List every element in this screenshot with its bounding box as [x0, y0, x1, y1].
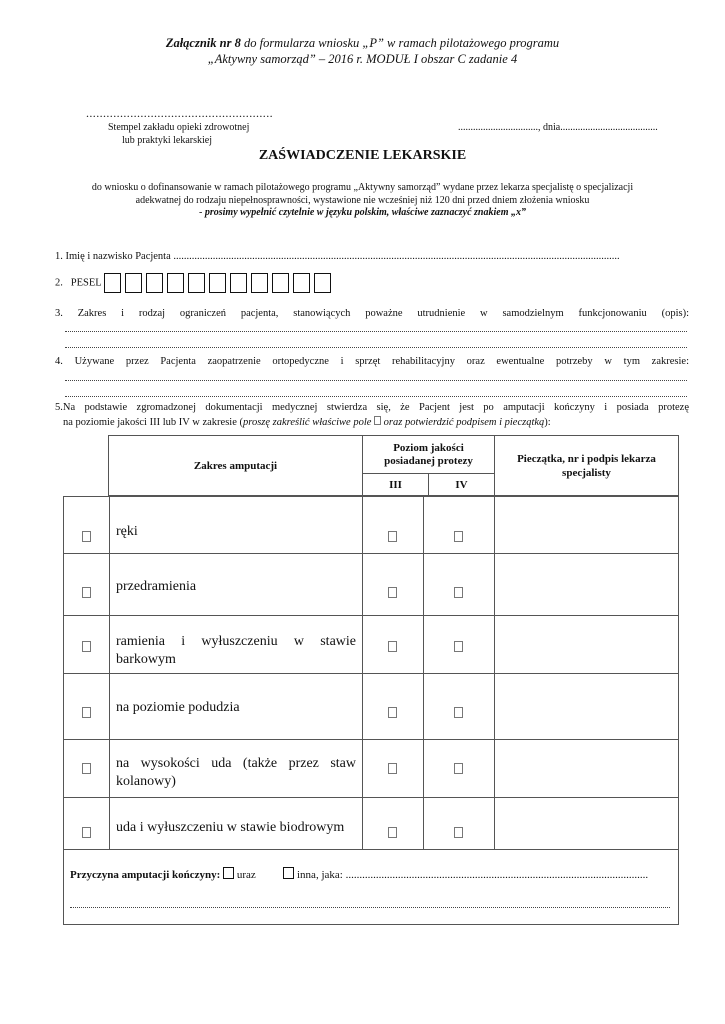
- amputation-scope-label: ręki: [116, 524, 138, 539]
- pesel-digit-box[interactable]: [314, 273, 331, 293]
- quality-iii-checkbox[interactable]: [388, 531, 397, 542]
- cause-other-field[interactable]: inna, jaka: ..............................................................................................................: [297, 869, 649, 881]
- table-row: [63, 496, 679, 554]
- quality-iv-checkbox[interactable]: [454, 587, 463, 598]
- amputation-table-header: [108, 435, 679, 496]
- orthopedic-equipment-question: 4. Używane przez Pacjenta zaopatrzenie ortopedyczne i sprzęt rehabilitacyjny oraz ewentualne potrzeby w tym zakresie:: [55, 356, 689, 367]
- stamp-dotted-line: .......................................................: [86, 106, 273, 120]
- amputation-statement-2: na poziomie jakości III lub IV w zakresie (proszę zakreślić właściwe pole oraz potwierdzić podpisem i pieczątką):: [63, 417, 551, 428]
- pesel-digit-box[interactable]: [209, 273, 226, 293]
- pesel-digit-box[interactable]: [188, 273, 205, 293]
- pesel-digit-box[interactable]: [251, 273, 268, 293]
- pesel-digit-box[interactable]: [272, 273, 289, 293]
- date-field[interactable]: ................................, dnia.......................................: [458, 122, 658, 133]
- quality-iii-checkbox[interactable]: [388, 707, 397, 718]
- row-select-checkbox[interactable]: [82, 641, 91, 652]
- pesel-digit-box[interactable]: [293, 273, 310, 293]
- limitations-answer-line[interactable]: [65, 347, 687, 348]
- limitations-question: 3. Zakres i rodzaj ograniczeń pacjenta, stanowiących poważne utrudnienie w samodzielnym funkcjonowaniu (opis):: [55, 308, 689, 319]
- amputation-scope-label: przedramienia: [116, 579, 197, 594]
- pesel-digit-box[interactable]: [230, 273, 247, 293]
- pesel-digit-box[interactable]: [125, 273, 142, 293]
- table-row: [63, 616, 679, 674]
- row-select-checkbox[interactable]: [82, 827, 91, 838]
- table-row: [63, 554, 679, 616]
- checkbox-icon: [374, 416, 381, 425]
- document-title: ZAŚWIADCZENIE LEKARSKIE: [258, 148, 467, 163]
- pesel-digit-box[interactable]: [167, 273, 184, 293]
- col-iii-header: III: [363, 474, 429, 496]
- equipment-answer-line[interactable]: [65, 396, 687, 397]
- quality-iii-checkbox[interactable]: [388, 763, 397, 774]
- intro-text: do wniosku o dofinansowanie w ramach pilotażowego programu „Aktywny samorząd” wydane przez lekarza specjalistę o specjalizacji adekwatnej do rodzaju niepełnosprawności, wystawione nie wcześniej niż 120 dni przed dniem złożenia wniosku - prosimy wypełnić czytelnie w języku polskim, właściwe zaznaczyć znakiem „x”: [91, 182, 634, 218]
- quality-iv-checkbox[interactable]: [454, 707, 463, 718]
- stamp-label: Stempel zakładu opieki zdrowotnej: [108, 122, 250, 133]
- amputation-statement: 5.Na podstawie zgromadzonej dokumentacji medycznej stwierdza się, że Pacjent jest po amputacji kończyny i posiada protezę: [55, 402, 689, 413]
- limitations-answer-line[interactable]: [65, 331, 687, 332]
- quality-iii-checkbox[interactable]: [388, 587, 397, 598]
- table-row: [63, 798, 679, 850]
- quality-iii-checkbox[interactable]: [388, 827, 397, 838]
- stamp-label-2: lub praktyki lekarskiej: [122, 135, 212, 146]
- row-select-checkbox[interactable]: [82, 531, 91, 542]
- row-select-checkbox[interactable]: [82, 707, 91, 718]
- amputation-scope-label: na wysokości uda (także przez staw kolanowy): [116, 756, 356, 789]
- cause-injury-checkbox[interactable]: [223, 867, 234, 879]
- row-select-checkbox[interactable]: [82, 763, 91, 774]
- equipment-answer-line[interactable]: [65, 380, 687, 381]
- amputation-scope-label: uda i wyłuszczeniu w stawie biodrowym: [116, 820, 345, 835]
- attachment-header-line1: Załącznik nr 8 do formularza wniosku „P” w ramach pilotażowego programu: [165, 36, 560, 50]
- quality-iv-checkbox[interactable]: [454, 827, 463, 838]
- amputation-cause-box: [63, 850, 679, 925]
- quality-iv-checkbox[interactable]: [454, 531, 463, 542]
- patient-name-field[interactable]: 1. Imię i nazwisko Pacjenta ..........................................................................................................................................................................: [55, 251, 620, 262]
- col-stamp-header: Pieczątka, nr i podpis lekarza specjalisty: [495, 436, 679, 496]
- cause-other-checkbox[interactable]: [283, 867, 294, 879]
- row-select-checkbox[interactable]: [82, 587, 91, 598]
- attachment-header-line2: „Aktywny samorząd” – 2016 r. MODUŁ I obszar C zadanie 4: [207, 52, 518, 66]
- amputation-cause-field: Przyczyna amputacji kończyny: uraz inna, jaka: ..............................................................................................................: [70, 869, 649, 881]
- col-iv-header: IV: [429, 474, 495, 496]
- col-scope-header: Zakres amputacji: [109, 436, 363, 496]
- pesel-input-boxes[interactable]: [104, 277, 335, 288]
- quality-iii-checkbox[interactable]: [388, 641, 397, 652]
- quality-iv-checkbox[interactable]: [454, 763, 463, 774]
- table-row: [63, 740, 679, 798]
- cause-answer-line[interactable]: [70, 907, 670, 908]
- quality-iv-checkbox[interactable]: [454, 641, 463, 652]
- pesel-digit-box[interactable]: [104, 273, 121, 293]
- amputation-scope-label: na poziomie podudzia: [116, 700, 240, 715]
- col-quality-header: Poziom jakości posiadanej protezy: [363, 436, 495, 474]
- table-row: [63, 674, 679, 740]
- amputation-scope-label: ramienia i wyłuszczeniu w stawie barkowym: [116, 634, 356, 667]
- pesel-digit-box[interactable]: [146, 273, 163, 293]
- pesel-field: 2. PESEL: [55, 273, 335, 293]
